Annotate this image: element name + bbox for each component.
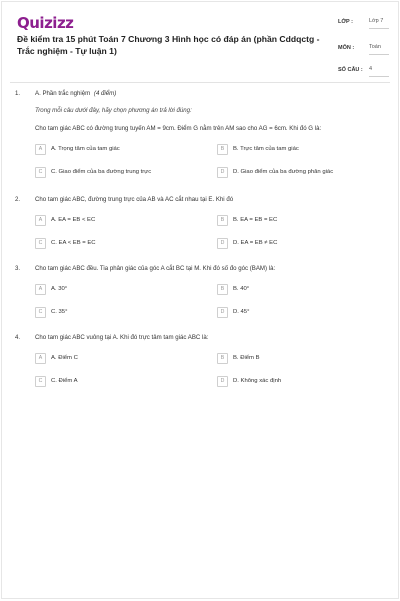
option-d[interactable]: [217, 376, 387, 388]
option-letter-box: D: [217, 167, 228, 178]
option-a[interactable]: [35, 215, 205, 227]
header-divider: [10, 82, 390, 83]
option-text: A. EA = EB < EC: [51, 217, 96, 223]
question-number: 1.: [15, 90, 21, 97]
option-letter-box: A: [35, 144, 46, 155]
option-letter-box: B: [217, 144, 228, 155]
worksheet-page: [1, 1, 399, 599]
option-text: C. Giao điểm của ba đường trung trực: [51, 169, 152, 175]
option-c[interactable]: [35, 238, 205, 250]
option-b[interactable]: [217, 144, 387, 156]
option-b[interactable]: [217, 284, 387, 296]
option-text: B. EA = EB = EC: [233, 217, 278, 223]
option-text: B. 40°: [233, 286, 250, 292]
question-text: [35, 90, 390, 97]
mon-label: MÔN :: [338, 45, 355, 51]
meta-row-lop: [338, 16, 388, 42]
option-letter-box: A: [35, 284, 46, 295]
lop-value: Lớp 7: [369, 17, 389, 29]
quizizz-logo: Quizizz: [17, 14, 74, 32]
option-letter-box: D: [217, 376, 228, 387]
option-c[interactable]: [35, 376, 205, 388]
option-text: A. 30°: [51, 286, 68, 292]
option-text: D. Giao điểm của ba đường phân giác: [233, 169, 334, 175]
option-text: D. EA = EB ≠ EC: [233, 240, 278, 246]
option-text: A. Trọng tâm của tam giác: [51, 146, 120, 152]
question-2: [15, 196, 390, 256]
option-text: B. Điểm B: [233, 355, 260, 361]
meta-row-mon: [338, 42, 388, 64]
option-letter-box: C: [35, 167, 46, 178]
meta-panel: [338, 16, 388, 86]
question-text: Cho tam giác ABC, đường trung trực của AB và AC cắt nhau tại E. Khi đó: [35, 196, 234, 203]
option-letter-box: D: [217, 238, 228, 249]
option-text: D. 45°: [233, 309, 250, 315]
option-letter-box: C: [35, 238, 46, 249]
question-1: [15, 90, 390, 190]
option-text: A. Điểm C: [51, 355, 78, 361]
option-letter-box: D: [217, 307, 228, 318]
option-letter-box: C: [35, 376, 46, 387]
option-c[interactable]: [35, 307, 205, 319]
socau-value: 4: [369, 65, 389, 77]
question-number: 2.: [15, 196, 21, 203]
option-text: B. Trực tâm của tam giác: [233, 146, 299, 152]
question-text: Cho tam giác ABC vuông tại A. Khi đó trực tâm tam giác ABC là:: [35, 334, 209, 341]
option-a[interactable]: [35, 353, 205, 365]
lop-label: LỚP :: [338, 19, 353, 25]
option-d[interactable]: [217, 167, 387, 179]
section-heading: A. Phần trắc nghiệm: [35, 90, 91, 97]
mon-value: Toán: [369, 43, 389, 55]
option-text: C. Điểm A: [51, 378, 78, 384]
option-letter-box: A: [35, 215, 46, 226]
question-4: [15, 334, 390, 394]
question-subtext: Cho tam giác ABC có đường trung tuyến AM = 9cm. Điểm G nằm trên AM sao cho AG = 6cm. Khi đó G là:: [35, 125, 322, 132]
question-number: 3.: [15, 265, 21, 272]
section-points-note: (4 điểm): [93, 90, 117, 97]
option-d[interactable]: [217, 307, 387, 319]
question-instruction: Trong mỗi câu dưới đây, hãy chọn phương án trả lời đúng:: [35, 107, 192, 114]
document-title: Đề kiểm tra 15 phút Toán 7 Chương 3 Hình học có đáp án (phần Cddqctg - Trắc nghiệm - Tự luận 1): [17, 34, 320, 56]
option-b[interactable]: [217, 215, 387, 227]
question-text: Cho tam giác ABC đều. Tia phân giác của góc A cắt BC tại M. Khi đó số đo góc (BAM) là:: [35, 265, 276, 272]
option-letter-box: B: [217, 353, 228, 364]
option-letter-box: B: [217, 215, 228, 226]
socau-label: SỐ CÂU :: [338, 67, 363, 73]
option-letter-box: A: [35, 353, 46, 364]
option-letter-box: C: [35, 307, 46, 318]
option-b[interactable]: [217, 353, 387, 365]
option-c[interactable]: [35, 167, 205, 179]
question-3: [15, 265, 390, 325]
option-letter-box: B: [217, 284, 228, 295]
option-a[interactable]: [35, 284, 205, 296]
option-d[interactable]: [217, 238, 387, 250]
option-text: C. EA < EB = EC: [51, 240, 96, 246]
option-text: D. Không xác định: [233, 378, 282, 384]
option-text: C. 35°: [51, 309, 68, 315]
option-a[interactable]: [35, 144, 205, 156]
question-number: 4.: [15, 334, 21, 341]
